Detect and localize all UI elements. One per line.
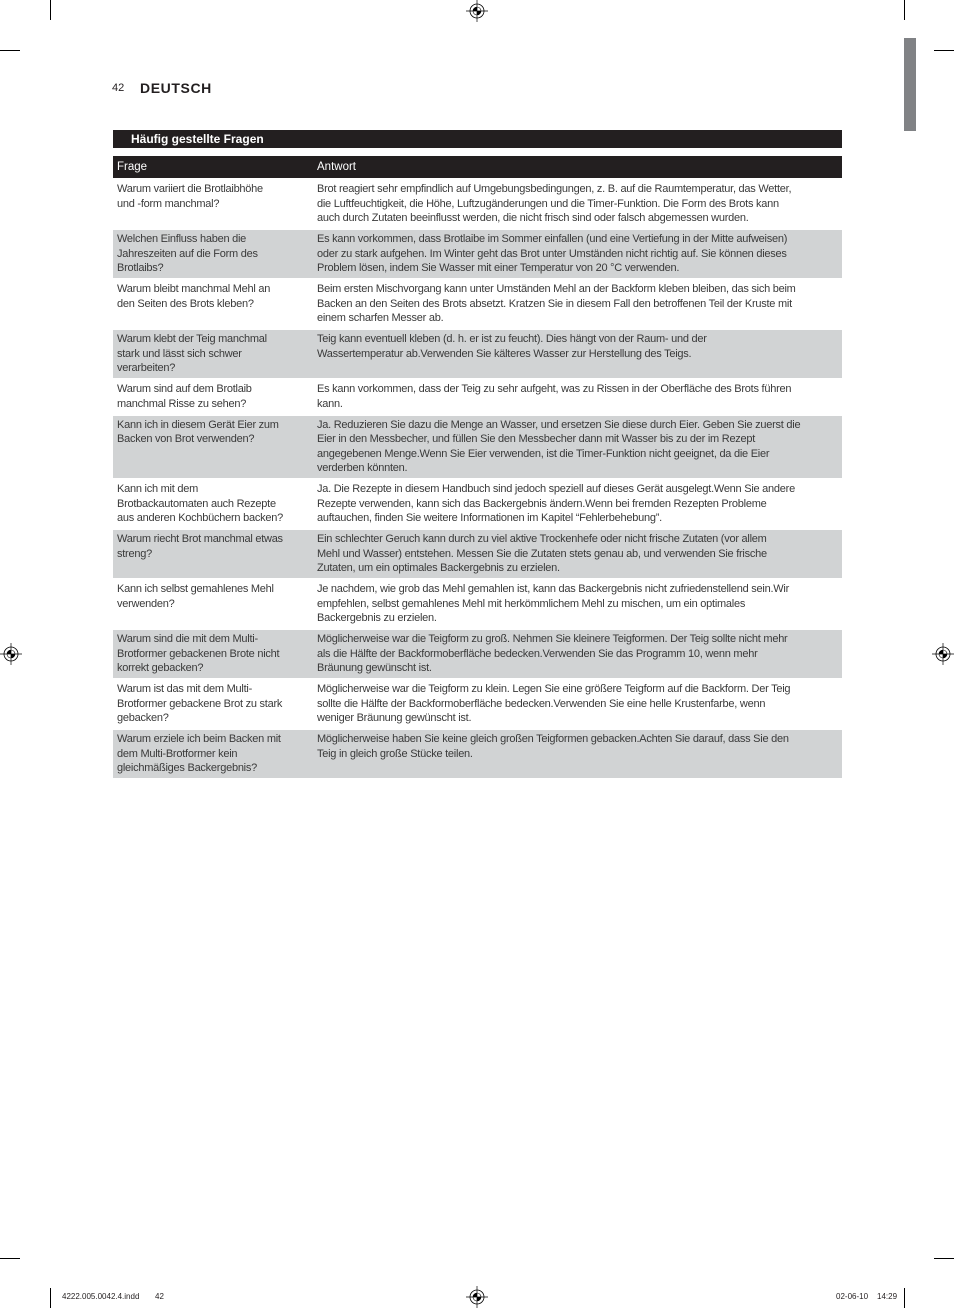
- answer-line: Möglicherweise haben Sie keine gleich großen Teigformen gebacken.Achten Sie darauf, dass Sie den: [317, 733, 789, 745]
- question-line: dem Multi-Brotformer kein: [117, 747, 238, 760]
- question-line: stark und lässt sich schwer: [117, 347, 242, 360]
- footer-page-number: 42: [155, 1292, 164, 1301]
- question-line: Warum bleibt manchmal Mehl an: [117, 283, 271, 295]
- question-cell: [113, 182, 312, 226]
- footer-file-name: 4222.005.0042.4.indd: [62, 1292, 140, 1301]
- answer-line: Ja. Die Rezepte in diesem Handbuch sind jedoch speziell auf dieses Gerät ausgelegt.Wenn Sie andere: [317, 483, 795, 495]
- answer-line: oder zu stark aufgehen. Im Winter geht das Brot unter Umständen nicht richtig auf. Sie können dieses: [317, 247, 787, 260]
- chapter-tab: [904, 38, 916, 131]
- question-cell: [113, 582, 312, 626]
- question-line: Brotlaibs?: [117, 262, 164, 274]
- answer-line: Möglicherweise war die Teigform zu groß. Nehmen Sie kleinere Teigformen. Der Teig sollte nicht mehr: [317, 633, 788, 645]
- answer-cell: [312, 418, 842, 476]
- question-line: den Seiten des Brots kleben?: [117, 297, 254, 310]
- answer-line: empfehlen, selbst gemahlenes Mehl mit herkömmlichem Mehl zu mischen, um ein optimales: [317, 597, 746, 610]
- answer-cell: [312, 582, 842, 626]
- table-row: [113, 580, 842, 628]
- column-header-answer: Antwort: [317, 161, 356, 173]
- question-line: Kann ich in diesem Gerät Eier zum: [117, 418, 279, 431]
- answer-line: Teig kann eventuell kleben (d. h. er ist zu feucht). Dies hängt von der Raum- und der: [317, 333, 707, 345]
- answer-cell: [312, 282, 842, 326]
- answer-line: einem scharfen Messer ab.: [317, 312, 444, 324]
- question-line: aus anderen Kochbüchern backen?: [117, 512, 283, 524]
- question-line: und -form manchmal?: [117, 197, 220, 210]
- question-cell: [113, 532, 312, 576]
- question-line: Kann ich selbst gemahlenes Mehl: [117, 583, 274, 595]
- crop-mark: [0, 1258, 20, 1259]
- answer-line: Bräunung gewünscht ist.: [317, 662, 432, 674]
- question-line: Warum klebt der Teig manchmal: [117, 333, 267, 345]
- registration-mark-icon: [932, 643, 954, 665]
- table-row: [113, 480, 842, 528]
- answer-line: Zutaten, um ein optimales Backergebnis zu erzielen.: [317, 562, 560, 574]
- answer-line: Wassertemperatur ab.Verwenden Sie kälteres Wasser zur Herstellung des Teigs.: [317, 347, 692, 360]
- answer-line: Es kann vorkommen, dass der Teig zu sehr aufgeht, was zu Rissen in der Oberfläche des Brots führen: [317, 383, 792, 395]
- crop-mark: [0, 50, 20, 51]
- registration-mark-icon: [466, 1286, 488, 1308]
- answer-line: weniger Bräunung gewünscht ist.: [317, 712, 472, 724]
- faq-table-body: [113, 180, 842, 778]
- question-cell: [113, 682, 312, 726]
- table-row: [113, 380, 842, 414]
- section-title: Häufig gestellte Fragen: [131, 132, 264, 146]
- crop-mark: [904, 0, 905, 20]
- answer-line: Beim ersten Mischvorgang kann unter Umständen Mehl an der Backform kleben bleiben, das sich beim: [317, 283, 796, 295]
- answer-line: Ein schlechter Geruch kann durch zu viel aktive Trockenhefe oder nicht frische Zutaten (vor allem: [317, 533, 767, 545]
- question-line: streng?: [117, 547, 152, 560]
- faq-table: [113, 156, 842, 778]
- question-cell: [113, 418, 312, 476]
- question-line: Warum sind die mit dem Multi-: [117, 633, 258, 645]
- footer-time: 14:29: [877, 1292, 898, 1301]
- crop-mark: [934, 1258, 954, 1259]
- answer-cell: [312, 482, 842, 526]
- question-line: Warum variiert die Brotlaibhöhe: [117, 183, 263, 195]
- answer-cell: [312, 232, 842, 276]
- answer-line: Backen an den Seiten des Brots absetzt. Kratzen Sie in diesem Fall den betroffenen Teil der Kruste mit: [317, 297, 792, 310]
- table-row: [113, 630, 842, 678]
- table-row: [113, 416, 842, 479]
- answer-line: Rezepte verwenden, kann sich das Backergebnis ändern.Wenn bei fremden Rezepten Probleme: [317, 497, 767, 510]
- answer-line: verderben könnten.: [317, 462, 408, 474]
- answer-cell: [312, 632, 842, 676]
- answer-line: die Luftfeuchtigkeit, die Höhe, Luftzugänderungen und die Timer-Funktion. Die Form des Brots kann: [317, 197, 779, 210]
- crop-mark: [50, 1288, 51, 1308]
- question-line: Backen von Brot verwenden?: [117, 433, 255, 445]
- question-line: manchmal Risse zu sehen?: [117, 397, 247, 410]
- table-row: [113, 330, 842, 378]
- answer-line: Ja. Reduzieren Sie dazu die Menge an Wasser, und ersetzen Sie diese durch Eier. Geben Sie zuerst die: [317, 418, 801, 431]
- crop-mark: [904, 1288, 905, 1308]
- answer-line: Backergebnis zu erzielen.: [317, 612, 437, 624]
- answer-line: Je nachdem, wie grob das Mehl gemahlen ist, kann das Backergebnis nicht zufriedenstellend sein.Wir: [317, 583, 789, 595]
- question-line: Kann ich mit dem: [117, 483, 198, 495]
- question-cell: [113, 332, 312, 376]
- answer-line: Mehl und Wasser) entstehen. Messen Sie die Zutaten stets genau ab, und verwenden Sie frische: [317, 547, 767, 560]
- question-cell: [113, 732, 312, 776]
- question-line: gebacken?: [117, 712, 169, 724]
- table-row: [113, 230, 842, 278]
- answer-line: kann.: [317, 397, 343, 410]
- question-cell: [113, 482, 312, 526]
- question-cell: [113, 232, 312, 276]
- answer-line: als die Hälfte der Backformoberfläche bedecken.Verwenden Sie das Programm 10, wenn mehr: [317, 647, 758, 660]
- crop-mark: [50, 0, 51, 20]
- answer-cell: [312, 732, 842, 776]
- question-line: Brotformer gebackene Brot zu stark: [117, 697, 283, 710]
- question-line: Warum erziele ich beim Backen mit: [117, 733, 281, 745]
- question-line: verwenden?: [117, 597, 175, 610]
- question-line: Warum riecht Brot manchmal etwas: [117, 533, 283, 545]
- answer-line: auch durch Zutaten beeinflusst werden, die nicht frisch sind oder falsch abgemessen wurden.: [317, 212, 749, 224]
- answer-line: Problem lösen, indem Sie Wasser mit einer Temperatur von 20 °C verwenden.: [317, 262, 680, 274]
- answer-line: sollte die Hälfte der Backformoberfläche bedecken.Verwenden Sie eine helle Krustenfarbe, wenn: [317, 697, 766, 710]
- registration-mark-icon: [0, 643, 22, 665]
- answer-cell: [312, 532, 842, 576]
- question-line: korrekt gebacken?: [117, 662, 204, 674]
- table-row: [113, 730, 842, 778]
- question-line: Brotbackautomaten auch Rezepte: [117, 497, 276, 510]
- section-bar: [113, 130, 842, 148]
- question-cell: [113, 632, 312, 676]
- answer-line: Es kann vorkommen, dass Brotlaibe im Sommer einfallen (und eine Vertiefung in der Mitte aufweisen): [317, 233, 788, 245]
- question-line: Welchen Einfluss haben die: [117, 233, 247, 245]
- registration-mark-icon: [466, 0, 488, 22]
- table-row: [113, 280, 842, 328]
- column-header-question: Frage: [117, 161, 148, 173]
- table-row: [113, 530, 842, 578]
- question-line: gleichmäßiges Backergebnis?: [117, 762, 257, 774]
- answer-line: Eier in den Messbecher, und füllen Sie den Messbecher dann mit Wasser bis zu der im Rezept: [317, 433, 756, 445]
- answer-line: Teig in gleich große Stücke teilen.: [317, 747, 473, 760]
- answer-cell: [312, 382, 842, 411]
- table-row: [113, 680, 842, 728]
- footer-date: 02-06-10: [836, 1292, 869, 1301]
- question-line: Warum ist das mit dem Multi-: [117, 683, 253, 695]
- answer-line: Brot reagiert sehr empfindlich auf Umgebungsbedingungen, z. B. auf die Raumtemperatur, das Wetter,: [317, 183, 792, 195]
- page-number: 42: [112, 82, 125, 94]
- question-line: verarbeiten?: [117, 362, 176, 374]
- answer-cell: [312, 182, 842, 226]
- language-heading: DEUTSCH: [140, 80, 212, 96]
- question-line: Jahreszeiten auf die Form des: [117, 247, 258, 260]
- table-header: [113, 156, 842, 178]
- answer-line: auftauchen, finden Sie weitere Informationen im Kapitel “Fehlerbehebung”.: [317, 512, 662, 524]
- question-cell: [113, 282, 312, 326]
- table-row: [113, 180, 842, 228]
- answer-cell: [312, 682, 842, 726]
- question-line: Warum sind auf dem Brotlaib: [117, 383, 252, 395]
- crop-mark: [934, 50, 954, 51]
- answer-cell: [312, 332, 842, 376]
- question-line: Brotformer gebackenen Brote nicht: [117, 647, 280, 660]
- question-cell: [113, 382, 312, 411]
- answer-line: Möglicherweise war die Teigform zu klein. Legen Sie eine größere Teigform auf die Backform. Der Teig: [317, 683, 791, 695]
- answer-line: angegebenen Menge.Wenn Sie Eier verwenden, ist die Timer-Funktion nicht geeignet, da die Eier: [317, 447, 770, 460]
